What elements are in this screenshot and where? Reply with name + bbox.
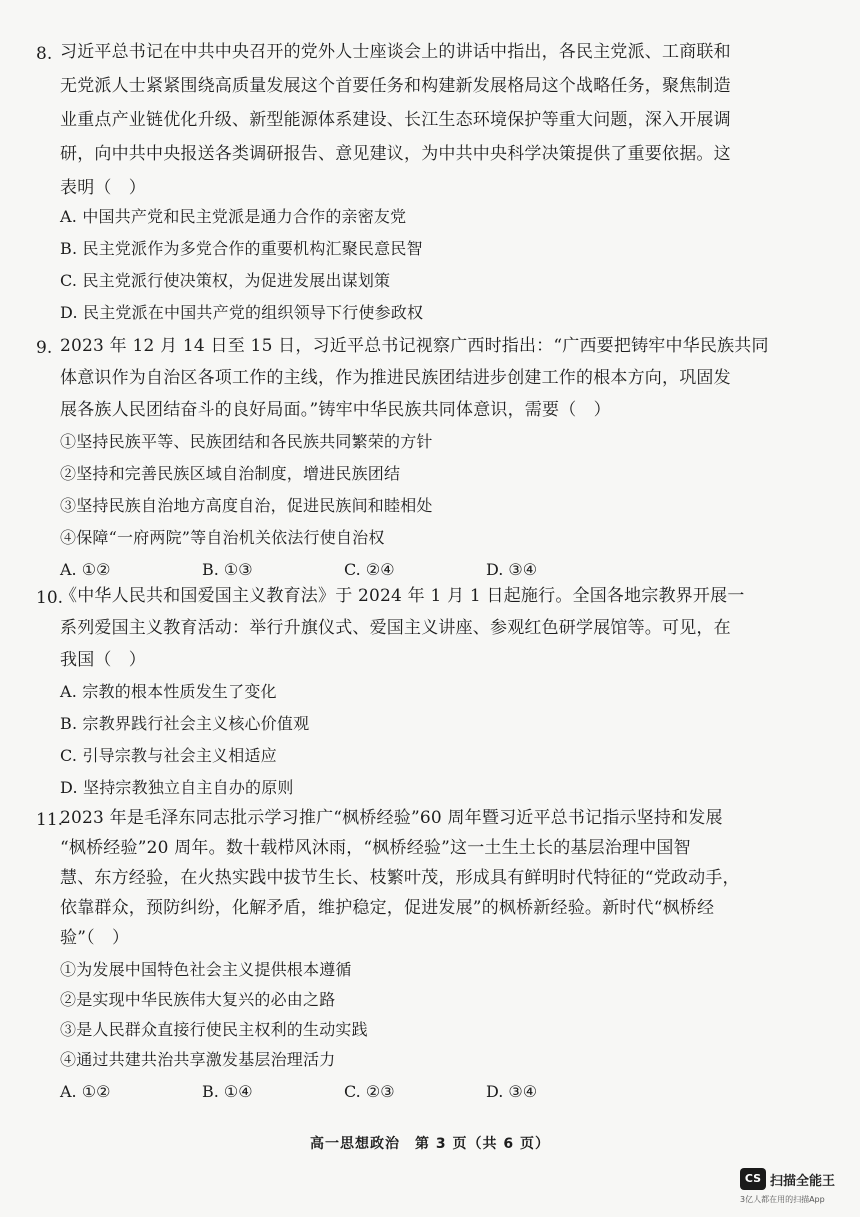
answer-choice: C. ②④ (344, 560, 395, 579)
scanner-logo-icon: CS (740, 1168, 766, 1190)
question-stem-line: 展各族人民团结奋斗的良好局面。”铸牢中华民族共同体意识，需要（ ） (60, 400, 611, 420)
statement-option: ④通过共建共治共享激发基层治理活力 (60, 1050, 336, 1069)
question-stem-line: 《中华人民共和国爱国主义教育法》于 2024 年 1 月 1 日起施行。全国各地宗教界开展一 (60, 586, 745, 606)
question-stem-line: 习近平总书记在中共中央召开的党外人士座谈会上的讲话中指出，各民主党派、工商联和 (60, 42, 731, 62)
answer-choice: C. ②③ (344, 1082, 395, 1101)
statement-option: ③是人民群众直接行使民主权利的生动实践 (60, 1020, 368, 1039)
statement-option: ①坚持民族平等、民族团结和各民族共同繁荣的方针 (60, 432, 433, 451)
question-stem-line: 我国（ ） (60, 650, 146, 670)
page-footer: 高一思想政治 第 3 页（共 6 页） (310, 1136, 550, 1152)
answer-option: D. 民主党派在中国共产党的组织领导下行使参政权 (60, 303, 424, 322)
question-stem-line: 验”（ ） (60, 928, 130, 948)
statement-option: ②坚持和完善民族区域自治制度，增进民族团结 (60, 464, 401, 483)
question-stem-line: 依靠群众，预防纠纷，化解矛盾，维护稳定，促进发展”的枫桥新经验。新时代“枫桥经 (60, 898, 715, 918)
question-stem-line: 业重点产业链优化升级、新型能源体系建设、长江生态环境保护等重大问题，深入开展调 (60, 110, 731, 130)
answer-option: A. 宗教的根本性质发生了变化 (60, 682, 277, 701)
question-stem-line: 2023 年是毛泽东同志批示学习推广“枫桥经验”60 周年暨习近平总书记指示坚持和发展 (60, 808, 723, 828)
statement-option: ②是实现中华民族伟大复兴的必由之路 (60, 990, 336, 1009)
scanner-watermark (740, 1168, 850, 1208)
question-stem-line: 体意识作为自治区各项工作的主线，作为推进民族团结进步创建工作的根本方向，巩固发 (60, 368, 731, 388)
answer-option: B. 宗教界践行社会主义核心价值观 (60, 714, 310, 733)
question-stem-line: 研，向中共中央报送各类调研报告、意见建议，为中共中央科学决策提供了重要依据。这 (60, 144, 731, 164)
answer-choices (60, 560, 628, 579)
answer-option: C. 引导宗教与社会主义相适应 (60, 746, 277, 765)
answer-choice: D. ③④ (486, 560, 538, 579)
statement-option: ①为发展中国特色社会主义提供根本遵循 (60, 960, 352, 979)
answer-choice: A. ①② (60, 560, 111, 579)
answer-choice: D. ③④ (486, 1082, 538, 1101)
answer-option: B. 民主党派作为多党合作的重要机构汇聚民意民智 (60, 239, 423, 258)
question-number: 10. (36, 588, 64, 608)
question-stem-line: 表明（ ） (60, 178, 146, 198)
question-stem-line: 慧、东方经验，在火热实践中拔节生长、枝繁叶茂，形成具有鲜明时代特征的“党政动手， (60, 868, 740, 888)
answer-option: C. 民主党派行使决策权，为促进发展出谋划策 (60, 271, 391, 290)
question-stem-line: 2023 年 12 月 14 日至 15 日，习近平总书记视察广西时指出：“广西要把铸牢中华民族共同 (60, 336, 769, 356)
question-number: 8. (36, 44, 53, 64)
answer-choice: A. ①② (60, 1082, 111, 1101)
question-stem-line: 无党派人士紧紧围绕高质量发展这个首要任务和构建新发展格局这个战略任务，聚焦制造 (60, 76, 731, 96)
scanner-brand-name: 扫描全能王 (770, 1174, 836, 1189)
answer-choices (60, 1082, 628, 1101)
answer-option: D. 坚持宗教独立自主自办的原则 (60, 778, 294, 797)
statement-option: ④保障“一府两院”等自治机关依法行使自治权 (60, 528, 385, 547)
question-stem-line: 系列爱国主义教育活动：举行升旗仪式、爱国主义讲座、参观红色研学展馆等。可见，在 (60, 618, 731, 638)
statement-option: ③坚持民族自治地方高度自治，促进民族间和睦相处 (60, 496, 433, 515)
answer-choice: B. ①③ (202, 560, 253, 579)
question-stem-line: “枫桥经验”20 周年。数十载栉风沐雨，“枫桥经验”这一土生土长的基层治理中国智 (60, 838, 691, 858)
question-number: 9. (36, 338, 53, 358)
answer-option: A. 中国共产党和民主党派是通力合作的亲密友党 (60, 207, 407, 226)
answer-choice: B. ①④ (202, 1082, 253, 1101)
question-number: 11. (36, 810, 64, 830)
scanner-tagline: 3亿人都在用的扫描App (740, 1195, 825, 1204)
